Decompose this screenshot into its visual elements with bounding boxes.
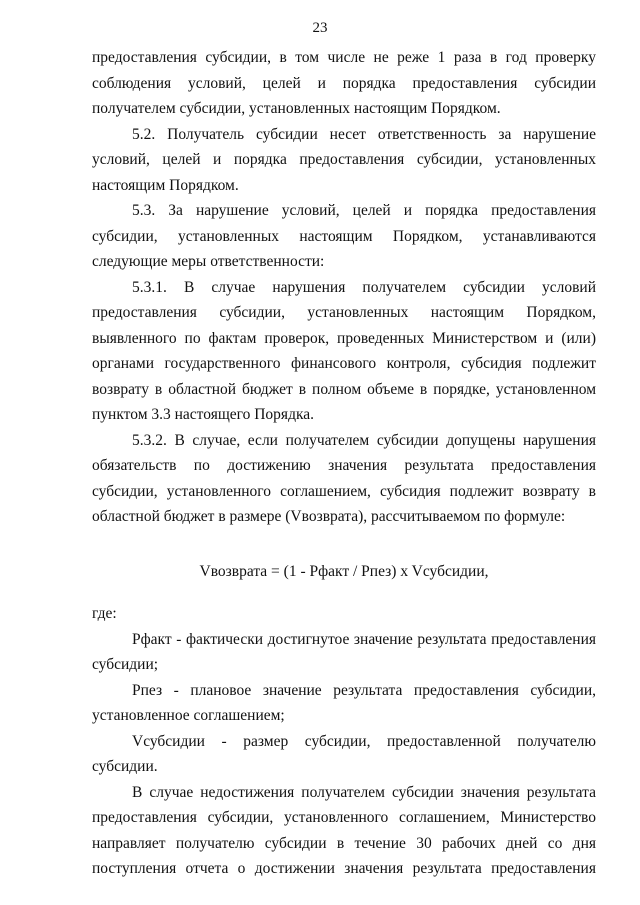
formula: Vвозврата = (1 - Рфакт / Рпез) x Vсубсидии, [199, 562, 489, 580]
page-number: 23 [312, 20, 328, 36]
paragraph-5-3-1: 5.3.1. В случае нарушения получателем субсидии условий предоставления субсидии, установленных настоящим Порядком, выявленного по фактам проверок, проведенных Министерством и (или) органами государственного финансового контроля, субсидия подлежит возврату в областной бюджет в полном объеме в порядке, установленном пунктом 3.3 настоящего Порядка. [92, 278, 596, 423]
paragraph-5-3-2: 5.3.2. В случае, если получателем субсидии допущены нарушения обязательств по достижению значения результата предоставления субсидии, установленного соглашением, субсидия подлежит возврату в областной бюджет в размере (Vвозврата), рассчитываемом по формуле: [92, 431, 596, 525]
paragraph-non-achievement: В случае недостижения получателем субсидии значения результата предоставления субсидии, установленного соглашением, Министерство направляет получателю субсидии в течение 30 рабочих дней со дня поступления отчета о достижении значения результата предоставления [92, 783, 596, 877]
definition-rpez: Рпез - плановое значение результата предоставления субсидии, установленное соглашением; [92, 681, 596, 724]
where-label: где: [92, 605, 117, 622]
paragraph-5-2: 5.2. Получатель субсидии несет ответственность за нарушение условий, целей и порядка предоставления субсидии, установленных настоящим Порядком. [92, 125, 596, 194]
paragraph-5-3: 5.3. За нарушение условий, целей и порядка предоставления субсидии, установленных настоящим Порядком, устанавливаются следующие меры ответственности: [92, 202, 596, 270]
definition-rfakt: Рфакт - фактически достигнутое значение результата предоставления субсидии; [92, 630, 596, 673]
page-body [92, 45, 596, 882]
definition-vsubsidii: Vсубсидии - размер субсидии, предоставленной получателю субсидии. [92, 732, 596, 775]
paragraph-continuation: предоставления субсидии, в том числе не реже 1 раза в год проверку соблюдения условий, целей и порядка предоставления субсидии получателем субсидии, установленных настоящим Порядком. [92, 49, 596, 117]
